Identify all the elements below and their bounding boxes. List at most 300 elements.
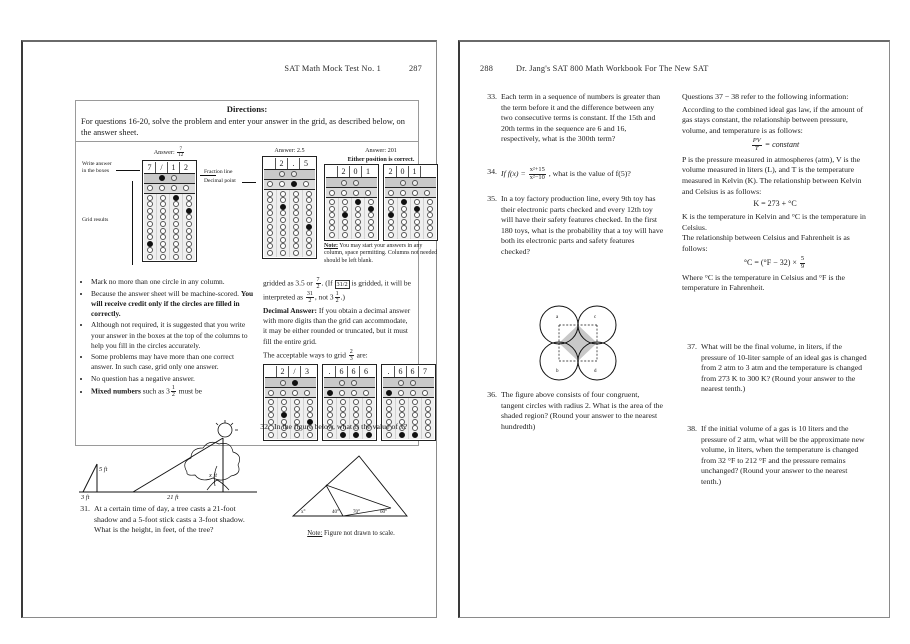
bubble	[353, 412, 359, 418]
grid-bubble-slot	[409, 188, 421, 197]
bubble	[342, 206, 348, 212]
bubble	[281, 406, 287, 412]
bubble	[427, 232, 433, 238]
info-para-4: The relationship between Celsius and Fahrenheit is as follows:	[682, 233, 850, 253]
bubble	[306, 210, 312, 216]
question-35-number: 35.	[487, 194, 497, 203]
bubble	[280, 210, 286, 216]
question-37-number: 37.	[687, 342, 697, 351]
bubble	[427, 225, 433, 231]
bubble	[339, 390, 345, 396]
annotation-fraction-line: Fraction line	[204, 169, 233, 176]
note-text: Figure not drawn to scale.	[322, 530, 395, 537]
bubble	[267, 230, 273, 236]
bubble	[401, 225, 407, 231]
bubble	[425, 399, 431, 405]
grid-bubble-slot	[144, 184, 156, 193]
bubble	[173, 201, 179, 207]
grid-bubble-slot	[264, 180, 276, 189]
grid-bubble-slot	[360, 388, 372, 397]
bubble	[160, 195, 166, 201]
question-34-fraction: $\frac{\text{x²+15}}{\text{x²−10}}$	[529, 166, 545, 181]
bubble	[268, 432, 274, 438]
grid-fraction-row	[264, 170, 315, 180]
figure-triangle	[285, 450, 415, 528]
bubble	[267, 217, 273, 223]
svg-text:x°: x°	[301, 510, 306, 515]
bubble	[388, 232, 394, 238]
grid-bubble-slot	[348, 388, 360, 397]
grid-bubble-slot	[338, 188, 350, 197]
question-32-number: 32.	[260, 422, 270, 431]
grid-digit-column	[365, 198, 377, 239]
question-36-number: 36.	[487, 390, 497, 399]
bubble	[303, 181, 309, 187]
grid-box-cell: 6	[348, 366, 360, 377]
grid-decimal-row	[326, 188, 377, 198]
grid-digit-column	[385, 198, 398, 239]
bubble	[293, 197, 299, 203]
svg-text:c: c	[594, 315, 597, 320]
bubble	[267, 210, 273, 216]
directions-box	[75, 100, 438, 446]
bubble	[412, 190, 418, 196]
bubble	[327, 399, 333, 405]
bubble	[173, 241, 179, 247]
bubble	[159, 185, 165, 191]
grid-bubble-slot	[407, 378, 419, 387]
bubble	[293, 250, 299, 256]
bubble	[329, 225, 335, 231]
bubble-filled	[186, 208, 192, 214]
question-35-text: In a toy factory production line, every 9th toy has their electronic parts checked and every 12th toy will have their safety features checked. In the first 180 toys, what is the probability that a toy will have both its electronic parts and safety features checked?	[501, 194, 664, 256]
grid-bubble-slot	[419, 388, 431, 397]
bubble	[186, 195, 192, 201]
bubble	[306, 217, 312, 223]
bubble-filled	[414, 206, 420, 212]
bubble	[160, 214, 166, 220]
bubble	[307, 412, 313, 418]
grid-example-3-sublabel: Either position is correct.	[347, 155, 415, 163]
svg-text:a: a	[556, 315, 559, 320]
grid-box-cell: /	[289, 366, 301, 377]
bubble	[412, 399, 418, 405]
bubble	[327, 432, 333, 438]
bubble	[424, 190, 430, 196]
grid-box-cell: .	[383, 366, 395, 377]
grid-bubble-slot	[419, 378, 431, 387]
bubble	[267, 197, 273, 203]
bubble	[280, 237, 286, 243]
bubble	[160, 208, 166, 214]
grid-bubble-slot	[421, 178, 433, 187]
grid-fraction-row	[265, 378, 316, 388]
bubble-filled	[401, 199, 407, 205]
label-tree-height: x ft	[209, 472, 217, 479]
bubble	[427, 199, 433, 205]
bubble	[293, 230, 299, 236]
figure-not-to-scale-note	[281, 530, 421, 537]
bubble	[147, 247, 153, 253]
grid-bubble-slot	[156, 174, 168, 183]
bubble	[294, 412, 300, 418]
bubble	[306, 197, 312, 203]
grid-digit-column	[170, 194, 183, 261]
bubble	[147, 195, 153, 201]
bubble-filled	[173, 195, 179, 201]
bubble	[294, 406, 300, 412]
question-34-number: 34.	[487, 167, 497, 176]
question-34-prefix: If f(x) =	[501, 168, 528, 178]
grid-bubble-slot	[301, 388, 313, 397]
bubble	[427, 212, 433, 218]
bubble	[386, 432, 392, 438]
grid-bubble-slot	[338, 178, 350, 187]
bubble	[329, 190, 335, 196]
bubble	[366, 406, 372, 412]
bubble	[280, 224, 286, 230]
bubble-filled	[342, 212, 348, 218]
bubble-filled	[368, 206, 374, 212]
bubble	[281, 399, 287, 405]
bubble	[147, 214, 153, 220]
question-33-number: 33.	[487, 92, 497, 101]
left-page-number: 287	[408, 64, 422, 73]
bubble	[401, 232, 407, 238]
grid-decimal-row	[265, 388, 316, 398]
bubble	[267, 204, 273, 210]
directions-body	[76, 142, 438, 444]
directions-bullet: • Because the answer sheet will be machine-scored. You will receive credit only if the circles are filled in correctly.	[91, 289, 256, 319]
bubble	[160, 254, 166, 260]
bubble-filled	[386, 390, 392, 396]
grid-digit-column	[411, 198, 424, 239]
grid-fraction-row	[326, 178, 377, 188]
bubble	[186, 234, 192, 240]
bubble	[280, 250, 286, 256]
annotation-write-answer: Write answer in the boxes	[82, 161, 112, 175]
bubble	[307, 406, 313, 412]
bubble	[186, 254, 192, 260]
bubble	[355, 206, 361, 212]
bubble	[342, 199, 348, 205]
directions-title: Directions:	[226, 104, 268, 114]
bubble	[280, 197, 286, 203]
svg-text:70°: 70°	[353, 510, 360, 515]
bubble	[293, 243, 299, 249]
bubble	[147, 254, 153, 260]
grid-bubble-slot	[360, 378, 372, 387]
bubble	[425, 412, 431, 418]
info-heading: Questions 37 − 38 refer to the following information:	[682, 92, 849, 101]
bubble	[267, 250, 273, 256]
grid-bubble-slot	[336, 378, 348, 387]
bubble	[412, 406, 418, 412]
bubble	[171, 185, 177, 191]
grid-bubble-slot	[385, 178, 397, 187]
question-33-text: Each term in a sequence of numbers is greater than the term before it and the difference between any two consecutive terms is constant. If the 15th and 20th terms in the sequence are 6 and 16, respectively, what is the 300th term?	[501, 92, 661, 144]
bubble	[368, 232, 374, 238]
directions-bullet: • Some problems may have more than one correct answer. In such case, grid only one answer.	[91, 352, 256, 372]
grid-box-cell: /	[156, 162, 168, 173]
bubble	[279, 171, 285, 177]
bubble	[329, 199, 335, 205]
grid-bubble-slot	[324, 378, 336, 387]
grid-decimal-row	[324, 388, 375, 398]
bubble	[329, 212, 335, 218]
question-32	[255, 422, 427, 433]
bubble	[422, 390, 428, 396]
grid-box-cell	[264, 158, 276, 169]
bubble	[355, 219, 361, 225]
label-stick-height: 5 ft	[99, 466, 108, 473]
grid-digit-column	[277, 190, 290, 257]
grid-digit-columns	[264, 190, 315, 257]
svg-text:60°: 60°	[380, 510, 387, 515]
grid-bubble-slot	[362, 188, 374, 197]
bubble	[401, 206, 407, 212]
grid-box-cell: 6	[364, 367, 368, 377]
bubble	[293, 210, 299, 216]
grid-digit-column	[183, 194, 195, 261]
bubble	[388, 206, 394, 212]
bubble-grid	[383, 164, 438, 241]
bubble	[291, 171, 297, 177]
equation-kelvin: K = 273 + °C	[753, 199, 797, 209]
label-tree-shadow: 21 ft	[167, 494, 179, 501]
bubble	[414, 219, 420, 225]
grid-digit-columns	[385, 198, 436, 239]
question-32-text: In the figure below, what is the value of x?	[274, 422, 408, 431]
grid-box-cell: 1	[168, 162, 180, 173]
grid-box-cell: 7	[423, 367, 427, 377]
bubble	[414, 232, 420, 238]
bubble	[366, 412, 372, 418]
grid-bubble-slot	[362, 178, 374, 187]
grid-box-cell: 0	[350, 166, 362, 177]
bubble	[173, 247, 179, 253]
grid-bubble-slot	[395, 378, 407, 387]
grid-bubble-slot	[168, 184, 180, 193]
grid-bubble-slot	[277, 378, 289, 387]
bubble	[306, 237, 312, 243]
bubble	[186, 214, 192, 220]
bubble	[293, 237, 299, 243]
grid-box-cell: 6	[336, 366, 348, 377]
bubble	[186, 228, 192, 234]
grid-examples-row	[80, 145, 438, 277]
bubble	[327, 412, 333, 418]
grid-example-2-5	[262, 147, 317, 258]
bubble-filled	[147, 241, 153, 247]
grid-bubble-slot	[385, 188, 397, 197]
grid-bubble-slot	[350, 178, 362, 187]
four-circles-svg	[532, 300, 624, 386]
bubble	[351, 380, 357, 386]
grid-example-3-label: Answer: 201	[365, 147, 397, 155]
bubble	[294, 399, 300, 405]
bubble	[280, 217, 286, 223]
bubble	[280, 191, 286, 197]
bubble	[160, 221, 166, 227]
grid-digit-columns	[144, 194, 195, 261]
label-stick-shadow: 3 ft	[81, 494, 90, 501]
question-35	[482, 194, 664, 258]
grid-bubble-slot	[156, 184, 168, 193]
bubble	[306, 243, 312, 249]
bubble	[410, 380, 416, 386]
bubble	[398, 380, 404, 386]
bubble	[414, 199, 420, 205]
grid-decimal-row	[144, 184, 195, 194]
grid-bubble-slot	[277, 388, 289, 397]
bubble	[267, 224, 273, 230]
grid-bubble-slot	[144, 174, 156, 183]
note-label: Note:	[307, 530, 323, 537]
bubble	[399, 399, 405, 405]
bubble-grid	[142, 160, 197, 263]
directions-columns	[80, 277, 427, 440]
bubble	[171, 175, 177, 181]
arrow-write-answer	[116, 170, 140, 171]
bubble	[414, 225, 420, 231]
grid-fraction-row	[324, 378, 375, 388]
bubble	[267, 181, 273, 187]
bubble	[306, 204, 312, 210]
grid-bubble-slot	[326, 178, 338, 187]
question-36-text: The figure above consists of four congruent, tangent circles with radius 2. What is the area of the shaded region? (Round your answer to the nearest hundredth)	[501, 390, 664, 431]
svg-text:b: b	[556, 369, 559, 374]
grid-example-1-label: Answer: $\frac{7}{12}$	[153, 146, 184, 159]
directions-lead: For questions 16-20, solve the problem and enter your answer in the grid, as described below, on the answer sheet.	[76, 114, 418, 142]
arrow-decimal-point	[242, 182, 256, 183]
bubble	[412, 180, 418, 186]
bubble	[173, 208, 179, 214]
bubble	[160, 201, 166, 207]
bubble	[147, 234, 153, 240]
bubble	[280, 380, 286, 386]
bubble	[327, 406, 333, 412]
question-31	[75, 504, 255, 536]
bubble-filled	[159, 175, 165, 181]
grid-note-label: Note:	[324, 242, 338, 249]
bubble	[268, 390, 274, 396]
grid-box-cell	[326, 166, 338, 177]
bubble	[186, 247, 192, 253]
directions-right-column	[263, 277, 427, 440]
bubble	[414, 212, 420, 218]
bubble	[386, 412, 392, 418]
bubble	[363, 390, 369, 396]
grid-bubble-slot	[300, 180, 312, 189]
equation-ideal-gas: $\frac{PV}{T}$ = constant	[752, 137, 800, 153]
bubble	[293, 191, 299, 197]
bubble	[160, 241, 166, 247]
bubble-grid	[262, 156, 317, 259]
bubble	[340, 412, 346, 418]
bubble	[355, 232, 361, 238]
bubble	[342, 219, 348, 225]
bubble	[267, 191, 273, 197]
grid-box-row	[144, 162, 195, 174]
bubble	[307, 432, 313, 438]
grid-box-cell: 1	[366, 167, 370, 177]
grid-digit-column	[424, 198, 436, 239]
bubble	[342, 225, 348, 231]
grid-box-cell: 3	[305, 367, 309, 377]
grid-box-cell: 0	[397, 166, 409, 177]
bubble	[353, 406, 359, 412]
bubble	[388, 225, 394, 231]
directions-bullet-mixed-numbers: • Mixed numbers such as 3 $\frac{1}{2}$ must be	[91, 385, 256, 398]
question-34-text	[501, 167, 662, 181]
question-37	[682, 342, 868, 395]
grid-bubble-slot	[324, 388, 336, 397]
bubble	[173, 221, 179, 227]
grid-example-201	[324, 147, 438, 266]
grid-box-row	[385, 166, 436, 178]
grid-note	[324, 243, 438, 266]
figure-tree-shadow	[75, 420, 260, 500]
question-31-number: 31.	[80, 504, 90, 513]
bubble-filled	[412, 432, 418, 438]
bubble	[398, 390, 404, 396]
question-38-text: If the initial volume of a gas is 10 liters and the pressure of 2 atm, what will be the approximate new volume, in liters, when the temperature is changed from 32 °F to 212 °F and the pressure remains unchanged? (Round your answer to the nearest tenth.)	[701, 424, 865, 486]
bubble	[160, 234, 166, 240]
bubble	[365, 190, 371, 196]
five-ninths-fraction: $\frac{5}{9}$	[800, 255, 805, 271]
grid-example-2-label: Answer: 2.5	[274, 147, 305, 155]
bubble	[147, 208, 153, 214]
triangle-svg	[285, 450, 415, 528]
grid-bubble-slot	[276, 170, 288, 179]
bubble	[147, 228, 153, 234]
grid-decimal-row	[385, 188, 436, 198]
grid-bubble-slot	[336, 388, 348, 397]
grid-box-cell: 2	[277, 366, 289, 377]
bubble-filled	[291, 181, 297, 187]
bubble	[173, 228, 179, 234]
grid-bubble-slot	[397, 188, 409, 197]
bubble-filled	[353, 432, 359, 438]
bubble	[147, 201, 153, 207]
bubble	[160, 247, 166, 253]
directions-bullet: • Mark no more than one circle in any column.	[91, 277, 256, 287]
grid-bubble-slot	[168, 174, 180, 183]
grid-digit-column	[144, 194, 157, 261]
bubble	[173, 214, 179, 220]
bubble	[268, 399, 274, 405]
bubble	[368, 225, 374, 231]
bubble	[342, 232, 348, 238]
grid-box-cell: 6	[395, 366, 407, 377]
bubble	[366, 399, 372, 405]
bubble	[340, 399, 346, 405]
bubble	[388, 190, 394, 196]
grid-bubble-slot	[288, 180, 300, 189]
bubble	[292, 390, 298, 396]
grid-digit-column	[264, 190, 277, 257]
grid-box-row	[383, 366, 434, 378]
grid-box-cell: 1	[409, 166, 421, 177]
info-para-3: K is the temperature in Kelvin and °C is the temperature in Celsius.	[682, 212, 866, 232]
right-page-number: 288	[480, 64, 494, 73]
tree-shadow-svg	[75, 420, 260, 500]
bubble	[267, 237, 273, 243]
bubble	[267, 243, 273, 249]
bubble	[306, 191, 312, 197]
bubble	[400, 190, 406, 196]
